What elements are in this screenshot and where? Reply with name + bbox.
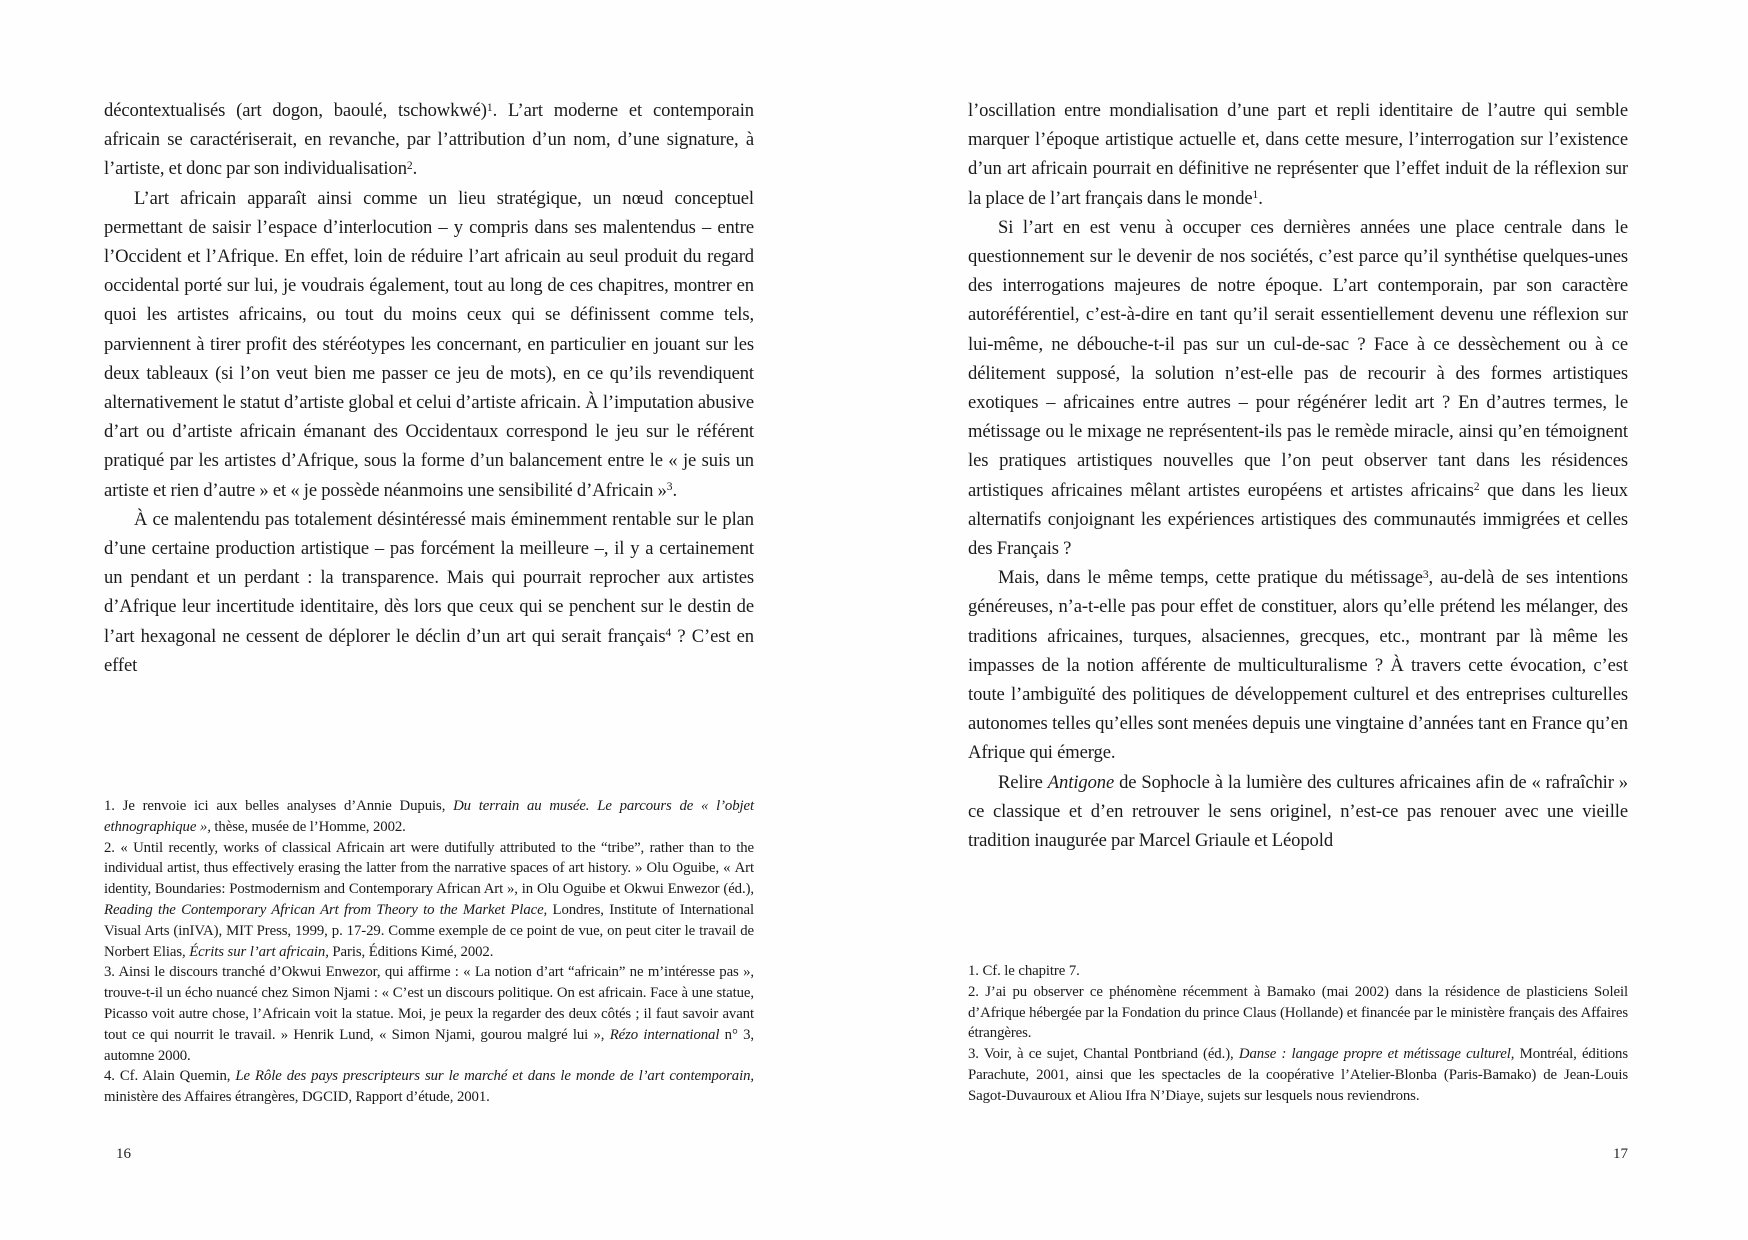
footnote [104, 796, 754, 838]
footnote-reference: 2 [1473, 481, 1480, 494]
page-number-17: 17 [1613, 1146, 1628, 1162]
text-run: À ce malentendu pas totalement désintéressé mais éminemment rentable sur le plan d’une certaine production artistique – pas forcément la meilleure –, il y a certainement un pendant et un perdant : la transparence. Mais qui pourrait reprocher aux artistes d’Afrique leur incertitude identitaire, dès lors que ceux qui se penchent sur le destin de l’art hexagonal ne cessent de déplorer le déclin d’un art qui serait français [104, 508, 754, 647]
page-number-16: 16 [116, 1146, 131, 1162]
italic-title: Danse : langage propre et métissage culturel, [1238, 1046, 1515, 1063]
page-17-body-text [968, 96, 1628, 855]
body-paragraph [104, 96, 754, 184]
italic-title: Reading the Contemporary African Art from Theory to the Market Place, [104, 901, 548, 918]
text-run: l’oscillation entre mondialisation d’une part et repli identitaire de l’autre qui semble marquer l’époque artistique actuelle et, dans cette mesure, l’interrogation sur l’existence d’un art africain pourrait en définitive ne représenter que l’effet induit de la réflexion sur la place de l’art français dans le monde [968, 100, 1628, 209]
text-run: Mais, dans le même temps, cette pratique du métissage [998, 567, 1423, 589]
italic-title: Antigone [1047, 771, 1115, 793]
text-run: Paris, Éditions Kimé, 2002. [328, 943, 494, 960]
footnote-reference: 1 [1252, 189, 1259, 202]
footnote-reference: 3 [1422, 569, 1429, 582]
page-16-footnotes [104, 796, 754, 1108]
italic-title: Rézo international [609, 1026, 720, 1043]
page-16 [104, 0, 754, 1240]
text-run: 3. Ainsi le discours tranché d’Okwui Enwezor, qui affirme : « La notion d’art “africain” ne m’intéresse pas », trouve-t-il un écho nuancé chez Simon Njami : « C’est un discours politique. On est africain. Face à une statue, Picasso voit autre chose, l’Africain voit la statue. Moi, je peux la regarder des deux côtés ; il faut savoir avant tout ce qui nourrit le travail. » Henrik Lund, « Simon Njami, gourou malgré lui », [104, 964, 754, 1043]
footnote [104, 962, 754, 1066]
body-paragraph [104, 505, 754, 680]
text-run: . [672, 479, 678, 501]
page-17-footnotes [968, 961, 1628, 1107]
footnote [104, 838, 754, 963]
body-paragraph [104, 184, 754, 505]
page-17 [968, 0, 1628, 1240]
text-run: thèse, musée de l’Homme, 2002. [210, 818, 406, 835]
footnote [968, 1044, 1628, 1106]
italic-title: Écrits sur l’art africain, [189, 943, 329, 960]
footnote [968, 961, 1628, 982]
text-run: 4. Cf. Alain Quemin, [104, 1068, 236, 1085]
text-run: . [412, 158, 418, 180]
footnote-reference: 1 [486, 101, 493, 114]
text-run: 2. J’ai pu observer ce phénomène récemment à Bamako (mai 2002) dans la résidence de plasticiens Soleil d’Afrique hébergée par la Fondation du prince Claus (Hollande) et financée par le ministère français des Affaires étrangères. [968, 983, 1628, 1042]
footnote [104, 1066, 754, 1108]
text-run: , au-delà de ses intentions généreuses, n’a-t-elle pas pour effet de constituer, alors qu’elle prétend les mélanger, des traditions africaines, turques, alsaciennes, grecques, etc., montrant par là même les impasses de la notion afférente de multiculturalisme ? À travers cette évocation, c’est toute l’ambiguïté des politiques de développement culturel et des entreprises culturelles autonomes telles qu’elles sont menées depuis une vingtaine d’années tant en France qu’en Afrique qui émerge. [968, 567, 1629, 764]
footnote-reference: 2 [406, 160, 413, 173]
text-run: . [1258, 187, 1263, 209]
text-run: ? C’est en effet [104, 625, 754, 676]
body-paragraph [968, 768, 1628, 856]
text-run: L’art africain apparaît ainsi comme un lieu stratégique, un nœud conceptuel permettant de saisir l’espace d’interlocution – y compris dans ses malentendus – entre l’Occident et l’Afrique. En effet, loin de réduire l’art africain au seul produit du regard occidental porté sur lui, je voudrais également, tout au long de ces chapitres, montrer en quoi les artistes africains, ou tout du moins ceux qui se définissent comme tels, parviennent à tirer profit des stéréotypes les concernant, en particulier en jouant sur les deux tableaux (si l’on veut bien me passer ce jeu de mots), en ce qu’ils revendiquent alternativement le statut d’artiste global et celui d’artiste africain. À l’imputation abusive d’art ou d’artiste africain émanant des Occidentaux correspond le jeu sur le référent pratiqué par les artistes d’Afrique, sous la forme d’un balancement entre le « je suis un artiste et rien d’autre » et « je possède néanmoins une sensibilité d’Africain » [104, 187, 754, 501]
text-run: 1. Cf. le chapitre 7. [968, 963, 1080, 979]
text-run: que dans les lieux alternatifs conjoignant les expériences artistiques des communautés immigrées et celles des Français ? [968, 479, 1628, 560]
italic-title: Le Rôle des pays prescripteurs sur le marché et dans le monde de l’art contemporain, [235, 1068, 755, 1085]
text-run: ministère des Affaires étrangères, DGCID, Rapport d’étude, 2001. [104, 1089, 490, 1106]
footnote-reference: 4 [665, 627, 672, 640]
footnote-reference: 3 [666, 481, 673, 494]
text-run: . L’art moderne et contemporain africain se caractériserait, en revanche, par l’attribution d’un nom, d’une signature, à l’artiste, et donc par son individualisation [104, 100, 754, 180]
text-run: Montréal, éditions Parachute, 2001, ainsi que les spectacles de la coopérative l’Atelier-Blonba (Paris-Bamako) de Jean-Louis Sagot-Duvauroux et Aliou Ifra N’Diaye, sujets sur lesquels nous reviendrons. [968, 1046, 1628, 1104]
body-paragraph [968, 213, 1628, 563]
text-run: n° 3, automne 2000. [104, 1026, 755, 1064]
text-run: Londres, Institute of International Visual Arts (inIVA), MIT Press, 1999, p. 17-29. Comme exemple de ce point de vue, on peut citer le travail de Norbert Elias, [104, 901, 754, 960]
italic-title: Du terrain au musée. Le parcours de « l’objet ethnographique », [104, 798, 755, 835]
body-paragraph [968, 96, 1628, 213]
text-run: 1. Je renvoie ici aux belles analyses d’Annie Dupuis, [104, 798, 454, 814]
body-paragraph [968, 563, 1628, 767]
text-run: décontextualisés (art dogon, baoulé, tschowkwé) [104, 100, 487, 121]
page-16-body-text [104, 96, 754, 680]
text-run: Si l’art en est venu à occuper ces dernières années une place centrale dans le questionnement sur le devenir de nos sociétés, c’est parce qu’il synthétise quelques-unes des interrogations majeures de notre époque. L’art contemporain, par son caractère autoréférentiel, c’est-à-dire en tant qu’il serait essentiellement devenu une réflexion sur lui-même, ne débouche-t-il pas sur un cul-de-sac ? Face à ce dessèchement ou à ce délitement supposé, la solution n’est-elle pas de recourir à des formes artistiques exotiques – africaines entre autres – pour régénérer ledit art ? En d’autres termes, le métissage ou le mixage ne représentent-ils pas le remède miracle, ainsi qu’en témoignent les pratiques artistiques nouvelles que l’on peut observer tant dans les résidences artistiques africaines mêlant artistes européens et artistes africains [968, 216, 1628, 501]
text-run: 2. « Until recently, works of classical Africain art were dutifully attributed to the “tribe”, rather than to the individual artist, thus effectively erasing the latter from the narrative spaces of art history. » Olu Oguibe, « Art identity, Boundaries: Postmodernism and Contemporary African Art », in Olu Oguibe et Okwui Enwezor (éd.), [104, 839, 754, 898]
text-run: Relire [998, 771, 1048, 793]
text-run: de Sophocle à la lumière des cultures africaines afin de « rafraîchir » ce classique et d’en retrouver le sens originel, n’est-ce pas renouer avec une vieille tradition inaugurée par Marcel Griaule et Léopold [968, 771, 1628, 852]
footnote [968, 982, 1628, 1044]
text-run: 3. Voir, à ce sujet, Chantal Pontbriand (éd.), [968, 1046, 1239, 1063]
